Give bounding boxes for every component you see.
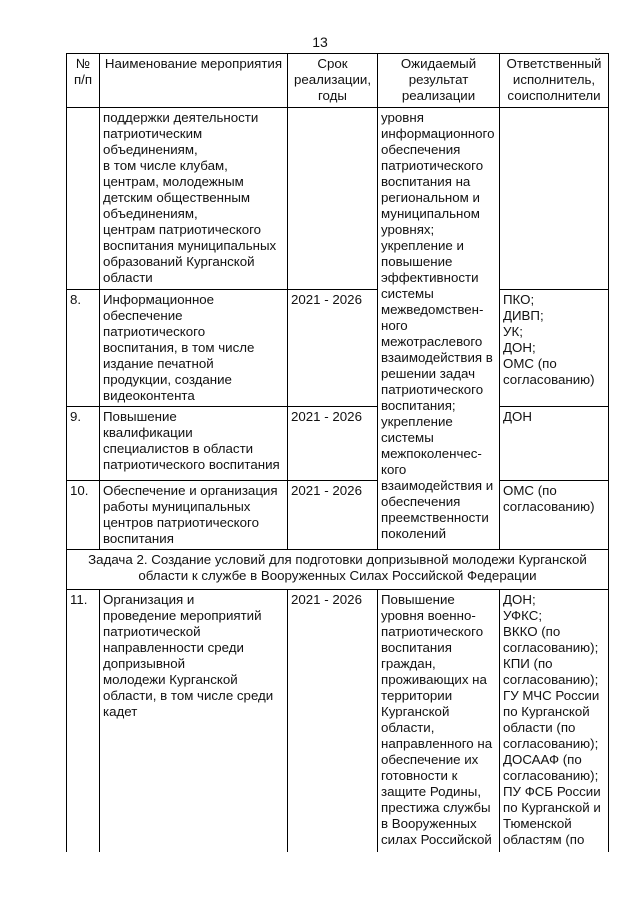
cell-num: 9. bbox=[67, 407, 100, 481]
cell-responsible bbox=[500, 108, 609, 290]
cell-result-merged: уровня информационного обеспечения патриотического воспитания на региональном и муниципальном уровнях; укрепление и повышение эффективности системы межведомствен- ного межотраслевого взаимодействия в решении задач патриотического воспитания; укрепление системы межпоколенчес- кого взаимодействия и обеспечения преемственности поколений bbox=[378, 108, 500, 550]
header-result: Ожидаемый результат реализации bbox=[378, 54, 500, 108]
cell-term: 2021 - 2026 bbox=[288, 290, 378, 407]
cell-responsible: ДОН bbox=[500, 407, 609, 481]
table-row-9 bbox=[67, 407, 609, 481]
header-term: Срок реализации, годы bbox=[288, 54, 378, 108]
cell-responsible: ПКО; ДИВП; УК; ДОН; ОМС (по согласованию) bbox=[500, 290, 609, 407]
cell-responsible: ДОН; УФКС; ВККО (по согласованию); КПИ (по согласованию); ГУ МЧС России по Курганской области (по согласованию); ДОСААФ (по согласованию); ПУ ФСБ России по Курганской и Тюменской областям (по bbox=[500, 590, 609, 852]
cell-term: 2021 - 2026 bbox=[288, 590, 378, 852]
cell-name: Информационное обеспечение патриотического воспитания, в том числе издание печатной продукции, создание видеоконтента bbox=[100, 290, 288, 407]
table-header-row bbox=[67, 54, 609, 108]
cell-num bbox=[67, 108, 100, 290]
task-2-heading: Задача 2. Создание условий для подготовки допризывной молодежи Курганской области к службе в Вооруженных Силах Российской Федерации bbox=[67, 550, 609, 590]
table-row-10 bbox=[67, 481, 609, 550]
cell-result: Повышение уровня военно- патриотического воспитания граждан, проживающих на территории Курганской области, направленного на обеспечение их готовности к защите Родины, престижа службы в Вооруженных силах Российской bbox=[378, 590, 500, 852]
page-number: 13 bbox=[312, 34, 328, 50]
cell-name: Повышение квалификации специалистов в области патриотического воспитания bbox=[100, 407, 288, 481]
cell-name: Организация и проведение мероприятий патриотической направленности среди допризывной молодежи Курганской области, в том числе среди кадет bbox=[100, 590, 288, 852]
cell-term: 2021 - 2026 bbox=[288, 407, 378, 481]
cell-name: поддержки деятельности патриотическим объединениям, в том числе клубам, центрам, молодежным детским общественным объединениям, центрам патриотического воспитания муниципальных образований Курганской области bbox=[100, 108, 288, 290]
cell-term: 2021 - 2026 bbox=[288, 481, 378, 550]
activities-table bbox=[66, 53, 609, 852]
header-responsible: Ответственный исполнитель, соисполнители bbox=[500, 54, 609, 108]
task-2-row bbox=[67, 550, 609, 590]
table-row-continued bbox=[67, 108, 609, 290]
table-row-8 bbox=[67, 290, 609, 407]
header-name: Наименование мероприятия bbox=[100, 54, 288, 108]
cell-num: 10. bbox=[67, 481, 100, 550]
cell-num: 11. bbox=[67, 590, 100, 852]
cell-name: Обеспечение и организация работы муниципальных центров патриотического воспитания bbox=[100, 481, 288, 550]
header-num: № п/п bbox=[67, 54, 100, 108]
cell-num: 8. bbox=[67, 290, 100, 407]
table-row-11 bbox=[67, 590, 609, 852]
cell-term bbox=[288, 108, 378, 290]
cell-responsible: ОМС (по согласованию) bbox=[500, 481, 609, 550]
